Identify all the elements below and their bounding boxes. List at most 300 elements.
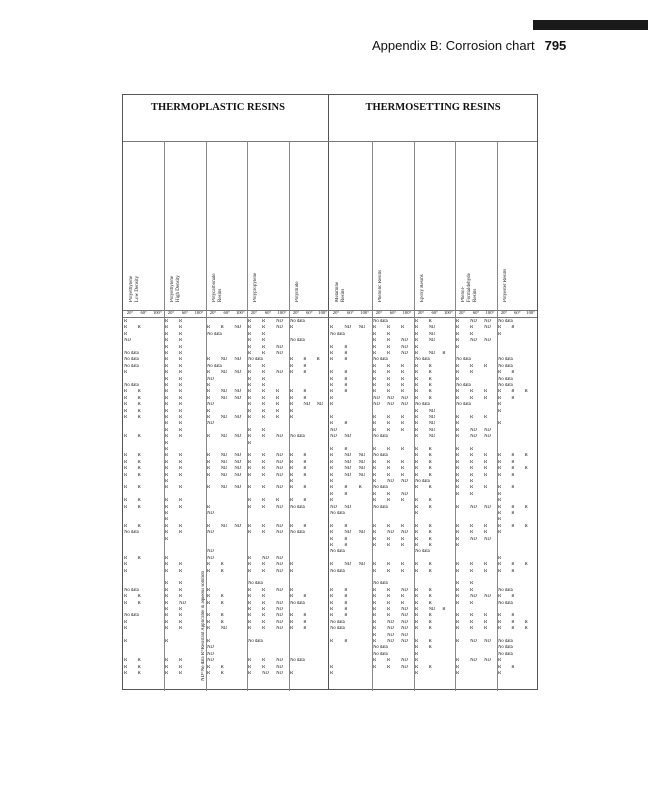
table-cell: R xyxy=(401,594,405,600)
table-cell: R xyxy=(137,325,141,331)
table-cell: R xyxy=(137,600,141,606)
table-cell: R xyxy=(456,376,460,382)
table-cell: R xyxy=(428,645,432,651)
table-cell: ND xyxy=(276,671,283,676)
table-cell: R xyxy=(344,344,348,350)
table-cell: R xyxy=(373,587,377,593)
table-cell: R xyxy=(137,434,141,440)
table-cell: R xyxy=(498,485,502,491)
table-cell: R xyxy=(415,338,419,344)
table-cell: R xyxy=(290,408,294,414)
table-cell: ND xyxy=(276,523,283,529)
table-cell: ND xyxy=(276,504,283,510)
table-cell: ND xyxy=(276,613,283,619)
table-cell: R xyxy=(248,613,252,619)
table-cell: R xyxy=(262,408,266,414)
table-cell: R xyxy=(415,376,419,382)
table-cell: R xyxy=(498,498,502,504)
table-cell: R xyxy=(524,626,528,632)
table-cell: ND xyxy=(207,645,214,651)
table-cell: R xyxy=(456,587,460,593)
table-cell: R xyxy=(373,325,377,331)
table-cell: R xyxy=(165,357,169,363)
table-cell: R xyxy=(415,639,419,644)
table-cell: R xyxy=(428,562,432,568)
table-cell: ND xyxy=(276,319,283,324)
table-cell: R xyxy=(344,370,348,376)
table-cell: R xyxy=(330,587,334,593)
table-cell: R xyxy=(387,498,391,504)
table-cell: R xyxy=(276,415,280,420)
table-cell: R xyxy=(442,351,446,356)
table-cell: R xyxy=(330,459,334,465)
table-cell: R xyxy=(456,491,460,497)
table-cell: ND xyxy=(484,658,491,664)
table-cell: R xyxy=(179,370,183,376)
table-cell: No data xyxy=(330,568,345,574)
table-row xyxy=(123,428,537,434)
table-cell: R xyxy=(330,370,334,376)
temperature-label: 100° xyxy=(318,310,328,315)
temperature-label: 20° xyxy=(250,310,258,315)
table-cell: R xyxy=(456,613,460,619)
table-row xyxy=(123,652,537,658)
table-cell: R xyxy=(303,485,307,491)
table-cell: R xyxy=(511,459,515,465)
table-cell: ND xyxy=(276,485,283,491)
table-cell: R xyxy=(262,402,266,408)
temperature-label: 60° xyxy=(514,310,521,315)
table-cell: R xyxy=(415,408,419,414)
table-cell: R xyxy=(498,555,502,561)
table-cell: R xyxy=(165,511,169,516)
table-cell: ND xyxy=(234,485,242,491)
table-cell: R xyxy=(179,485,183,491)
table-cell: R xyxy=(498,389,502,395)
table-row xyxy=(123,396,537,402)
table-row xyxy=(123,543,537,549)
table-cell: R xyxy=(498,453,502,459)
table-cell: No data xyxy=(290,338,305,344)
table-cell: R xyxy=(456,639,460,644)
table-cell: No data xyxy=(124,363,139,369)
table-cell: R xyxy=(498,408,502,414)
table-cell: R xyxy=(248,607,252,612)
temperature-label: 100° xyxy=(152,310,162,315)
table-row xyxy=(123,319,537,325)
table-cell: R xyxy=(220,600,224,606)
table-cell: R xyxy=(303,466,307,472)
table-cell: R xyxy=(344,594,348,600)
table-cell: R xyxy=(303,363,307,369)
table-cell: R xyxy=(428,600,432,606)
table-cell: R xyxy=(290,370,294,376)
table-cell: R xyxy=(290,389,294,395)
table-cell: R xyxy=(415,427,419,433)
table-cell: R xyxy=(344,543,348,548)
table-cell: R xyxy=(415,607,419,612)
table-cell: R xyxy=(262,607,266,612)
table-cell: R xyxy=(290,671,294,676)
temperature-label: 20° xyxy=(332,310,340,315)
table-cell: R xyxy=(387,351,391,356)
table-cell: R xyxy=(373,491,377,497)
table-cell: R xyxy=(456,619,460,625)
resin-header-row xyxy=(123,141,537,311)
table-cell: R xyxy=(387,664,391,670)
table-cell: ND xyxy=(207,402,214,408)
table-cell: R xyxy=(207,562,211,568)
table-cell: R xyxy=(511,511,515,516)
table-cell: R xyxy=(290,402,294,408)
table-cell: R xyxy=(470,485,474,491)
table-cell: R xyxy=(276,389,280,395)
table-cell: R xyxy=(165,530,169,536)
table-cell: R xyxy=(207,485,211,491)
table-row xyxy=(123,338,537,344)
table-cell: R xyxy=(498,459,502,465)
table-cell: R xyxy=(330,402,334,408)
table-cell: No data xyxy=(124,351,139,356)
table-cell: ND xyxy=(262,671,269,676)
table-cell: R xyxy=(456,344,460,350)
table-cell: R xyxy=(207,594,211,600)
table-cell: ND xyxy=(401,607,408,612)
table-row xyxy=(123,364,537,370)
table-cell: R xyxy=(179,581,183,587)
table-row xyxy=(123,409,537,415)
table-cell: R xyxy=(179,594,183,600)
table-cell: ND xyxy=(484,594,491,600)
table-cell: ND xyxy=(373,395,380,401)
table-cell: R xyxy=(498,671,502,676)
table-cell: No data xyxy=(207,363,222,369)
table-cell: R xyxy=(511,395,515,401)
table-cell: R xyxy=(428,395,432,401)
table-cell: R xyxy=(124,664,128,670)
table-row xyxy=(123,498,537,504)
table-cell: R xyxy=(470,600,474,606)
table-cell: R xyxy=(330,639,334,644)
table-cell: R xyxy=(220,594,224,600)
table-row xyxy=(123,377,537,383)
table-cell: ND xyxy=(387,479,394,484)
table-cell: ND xyxy=(387,402,394,408)
table-cell: R xyxy=(373,619,377,625)
table-cell: R xyxy=(511,562,515,568)
table-cell: R xyxy=(124,639,128,644)
table-cell: R xyxy=(470,459,474,465)
table-cell: R xyxy=(470,491,474,497)
table-cell: R xyxy=(262,389,266,395)
table-cell: ND xyxy=(303,402,311,408)
table-cell: R xyxy=(165,555,169,561)
table-cell: ND xyxy=(401,626,408,632)
table-row xyxy=(123,460,537,466)
table-cell: ND xyxy=(428,331,436,337)
temperature-label: 20° xyxy=(209,310,217,315)
table-cell: R xyxy=(124,594,128,600)
table-cell: ND xyxy=(234,389,242,395)
table-cell: R xyxy=(415,671,419,676)
table-cell: R xyxy=(303,370,307,376)
table-cell: R xyxy=(456,536,460,542)
table-cell: R xyxy=(415,626,419,632)
table-cell: R xyxy=(124,434,128,440)
table-cell: R xyxy=(124,331,128,337)
table-cell: R xyxy=(484,363,488,369)
table-cell: R xyxy=(124,626,128,632)
table-cell: R xyxy=(330,453,334,459)
table-cell: R xyxy=(428,453,432,459)
table-cell: R xyxy=(220,568,224,574)
table-cell: R xyxy=(262,383,266,388)
table-cell: R xyxy=(428,498,432,504)
column-separator xyxy=(164,141,165,691)
table-cell: R xyxy=(498,568,502,574)
table-cell: R xyxy=(344,639,348,644)
table-cell: R xyxy=(344,357,348,363)
table-cell: R xyxy=(137,408,141,414)
table-cell: R xyxy=(428,466,432,472)
table-cell: R xyxy=(373,594,377,600)
table-cell: R xyxy=(387,370,391,376)
table-cell: R xyxy=(401,498,405,504)
table-cell: R xyxy=(330,472,334,478)
table-cell: ND xyxy=(276,619,283,625)
table-cell: R xyxy=(248,568,252,574)
table-cell: R xyxy=(401,427,405,433)
table-cell: R xyxy=(207,325,211,331)
table-cell: R xyxy=(415,619,419,625)
table-cell: ND xyxy=(401,344,408,350)
table-cell: R xyxy=(276,402,280,408)
table-cell: R xyxy=(456,434,460,440)
table-cell: R xyxy=(290,459,294,465)
table-cell: R xyxy=(248,530,252,536)
header-bar xyxy=(533,20,648,30)
table-cell: R xyxy=(428,472,432,478)
table-cell: R xyxy=(207,671,211,676)
table-cell: R xyxy=(442,607,446,612)
table-cell: R xyxy=(262,427,266,433)
table-cell: R xyxy=(387,536,391,542)
table-cell: R xyxy=(330,344,334,350)
resin-label: Polyester Resins xyxy=(503,268,508,302)
table-cell: R xyxy=(511,485,515,491)
table-cell: R xyxy=(344,421,348,427)
table-cell: R xyxy=(165,568,169,574)
table-cell: R xyxy=(165,607,169,612)
table-cell: R xyxy=(248,331,252,337)
temperature-label: 100° xyxy=(235,310,245,315)
table-cell: R xyxy=(124,619,128,625)
table-cell: No data xyxy=(498,319,513,324)
table-cell: R xyxy=(470,479,474,484)
table-cell: R xyxy=(456,479,460,484)
table-cell: R xyxy=(511,594,515,600)
table-cell: R xyxy=(470,363,474,369)
table-cell: R xyxy=(373,376,377,382)
table-cell: R xyxy=(165,319,169,324)
table-cell: R xyxy=(124,523,128,529)
table-cell: R xyxy=(124,504,128,510)
resin-label: Polyethylene Low Density xyxy=(129,275,140,302)
table-cell: R xyxy=(498,421,502,427)
table-row xyxy=(123,479,537,485)
table-cell: R xyxy=(484,459,488,465)
table-cell: No data xyxy=(290,319,305,324)
temperature-label: 60° xyxy=(223,310,230,315)
table-cell: ND xyxy=(358,472,366,478)
table-cell: ND xyxy=(344,453,352,459)
table-cell: R xyxy=(220,562,224,568)
table-cell: R xyxy=(415,543,419,548)
table-cell: R xyxy=(262,376,266,382)
table-cell: R xyxy=(207,568,211,574)
table-cell: ND xyxy=(276,562,283,568)
table-cell: R xyxy=(124,389,128,395)
table-cell: No data xyxy=(415,479,430,484)
table-cell: R xyxy=(179,530,183,536)
table-cell: No data xyxy=(124,357,139,363)
table-cell: R xyxy=(428,376,432,382)
table-cell: R xyxy=(456,466,460,472)
table-cell: R xyxy=(415,447,419,452)
temperature-label: 100° xyxy=(194,310,204,315)
table-cell: R xyxy=(262,434,266,440)
table-cell: R xyxy=(428,530,432,536)
table-cell: R xyxy=(262,472,266,478)
table-cell: R xyxy=(220,664,224,670)
table-cell: R xyxy=(179,338,183,344)
temperature-label: 100° xyxy=(277,310,287,315)
table-cell: R xyxy=(373,363,377,369)
table-cell: R xyxy=(179,671,183,676)
table-cell: R xyxy=(165,427,169,433)
table-cell: R xyxy=(498,664,502,670)
table-cell: R xyxy=(248,472,252,478)
table-cell: R xyxy=(179,619,183,625)
table-cell: R xyxy=(401,536,405,542)
table-cell: R xyxy=(248,555,252,561)
table-cell: R xyxy=(373,523,377,529)
table-cell: R xyxy=(262,613,266,619)
table-cell: R xyxy=(470,447,474,452)
table-cell: R xyxy=(165,498,169,504)
table-cell: ND xyxy=(276,587,283,593)
table-cell: No data xyxy=(415,357,430,363)
table-cell: R xyxy=(456,389,460,395)
table-cell: R xyxy=(428,485,432,491)
table-cell: ND xyxy=(276,658,283,664)
table-cell: No data xyxy=(498,600,513,606)
table-cell: R xyxy=(470,568,474,574)
table-cell: R xyxy=(470,530,474,536)
table-cell: R xyxy=(401,562,405,568)
table-cell: No data xyxy=(456,383,471,388)
table-cell: R xyxy=(248,370,252,376)
table-row xyxy=(123,575,537,581)
table-row xyxy=(123,601,537,607)
table-cell: R xyxy=(456,453,460,459)
table-cell: R xyxy=(124,568,128,574)
table-cell: R xyxy=(415,351,419,356)
table-cell: No data xyxy=(330,626,345,632)
table-cell: R xyxy=(456,415,460,420)
table-cell: R xyxy=(290,485,294,491)
column-separator xyxy=(372,141,373,691)
table-cell: R xyxy=(387,600,391,606)
table-row xyxy=(123,594,537,600)
table-cell: R xyxy=(330,664,334,670)
table-cell: R xyxy=(303,389,307,395)
table-cell: R xyxy=(165,331,169,337)
table-cell: R xyxy=(248,664,252,670)
table-row xyxy=(123,645,537,651)
table-cell: R xyxy=(484,613,488,619)
table-row xyxy=(123,511,537,517)
temperature-label: 20° xyxy=(292,310,300,315)
table-cell: ND xyxy=(428,408,436,414)
table-cell: R xyxy=(207,459,211,465)
table-cell: R xyxy=(415,664,419,670)
table-cell: ND xyxy=(276,351,283,356)
table-cell: No data xyxy=(248,581,263,587)
table-cell: R xyxy=(137,594,141,600)
table-cell: R xyxy=(387,658,391,664)
table-cell: R xyxy=(387,523,391,529)
table-row xyxy=(123,562,537,568)
table-cell: R xyxy=(456,472,460,478)
table-cell: R xyxy=(401,363,405,369)
table-cell: R xyxy=(401,543,405,548)
table-cell: R xyxy=(220,671,224,676)
table-cell: R xyxy=(456,568,460,574)
table-cell: R xyxy=(179,376,183,382)
table-cell: R xyxy=(137,664,141,670)
table-cell: R xyxy=(470,331,474,337)
table-cell: R xyxy=(524,466,528,472)
temperature-label: 60° xyxy=(431,310,438,315)
table-cell: R xyxy=(428,319,432,324)
table-cell: R xyxy=(511,325,515,331)
table-cell: R xyxy=(401,523,405,529)
table-row xyxy=(123,671,537,677)
table-cell: ND xyxy=(234,434,242,440)
table-cell: ND xyxy=(234,472,242,478)
table-cell: ND xyxy=(428,338,436,344)
table-cell: R xyxy=(415,415,419,420)
table-cell: R xyxy=(248,453,252,459)
table-cell: R xyxy=(179,498,183,504)
column-separator xyxy=(497,141,498,691)
resin-label: Polyimide xyxy=(295,281,300,302)
table-cell: R xyxy=(248,600,252,606)
table-cell: R xyxy=(262,658,266,664)
table-cell: R xyxy=(373,344,377,350)
table-row xyxy=(123,415,537,421)
table-cell: No data xyxy=(373,651,388,657)
table-cell: R xyxy=(470,325,474,331)
table-cell: R xyxy=(498,562,502,568)
table-cell: R xyxy=(262,594,266,600)
table-cell: R xyxy=(303,613,307,619)
table-cell: ND xyxy=(220,395,228,401)
table-cell: R xyxy=(165,619,169,625)
table-cell: ND xyxy=(276,434,283,440)
table-cell: ND xyxy=(276,607,283,612)
